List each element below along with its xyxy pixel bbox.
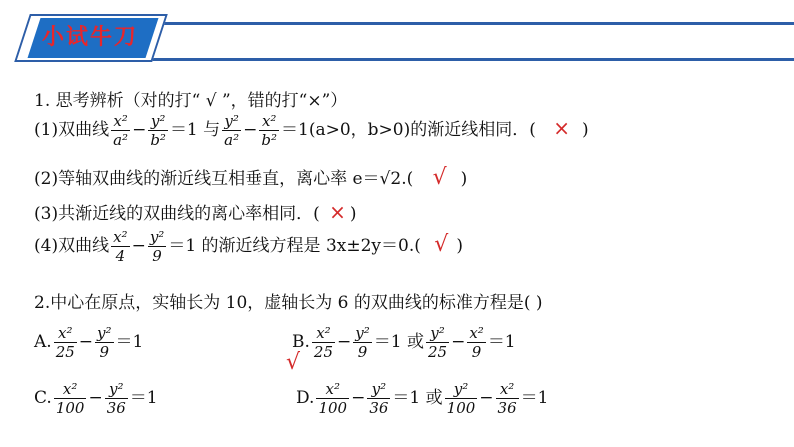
q1-item-1-prefix: (1)双曲线 [34, 120, 110, 140]
option-a: A. $\frac{\text{x²}}{25}$ − $\frac{\text{y²}}{9}$ ＝1 [34, 324, 144, 361]
option-label: C. [34, 388, 52, 408]
minus-sign: − [243, 120, 258, 140]
section-title: 小试牛刀 [42, 25, 139, 50]
header-rule-bottom [120, 58, 794, 61]
answer-mark-cross: × [553, 116, 571, 140]
close-paren: ) [460, 169, 468, 189]
fraction: $\frac{\text{y²}}{9}$ [149, 228, 165, 265]
close-paren: ) [349, 204, 357, 224]
option-mid: ＝1 或 [392, 388, 443, 408]
fraction: $\frac{\text{x²}}{25}$ [55, 324, 75, 361]
answer-mark-check: √ [286, 350, 301, 375]
fraction: $\frac{\text{y²}}{\text{b²}}$ [150, 112, 166, 149]
option-d: D. $\frac{\text{x²}}{100}$ − $\frac{\text{y²}}{36}$ ＝1 或 $\frac{\text{y²}}{100}$ − $\frac{\text{x²}}{36}$ ＝1 [296, 380, 549, 417]
option-mid: ＝1 或 [373, 332, 424, 352]
fraction: $\frac{\text{x²}}{4}$ [113, 228, 128, 265]
q1-item-3 [34, 199, 357, 224]
minus-sign: − [131, 236, 146, 256]
option-label: D. [296, 388, 315, 408]
fraction: $\frac{\text{x²}}{\text{a²}}$ [113, 112, 129, 149]
q1-item-4 [34, 228, 463, 265]
option-label: A. [34, 332, 52, 352]
q1-item-2-text: (2)等轴双曲线的渐近线互相垂直，离心率 e＝√2.( [34, 169, 414, 189]
q1-item-1-tail: ＝1(a>0，b>0)的渐近线相同．( [281, 120, 536, 140]
fraction: $\frac{\text{x²}}{\text{b²}}$ [261, 112, 278, 149]
option-label: B. [292, 332, 310, 352]
q1-item-2 [34, 164, 467, 190]
q1-item-1-eq: ＝1 与 [169, 120, 221, 140]
fraction: $\frac{\text{x²}}{9}$ [469, 324, 484, 361]
fraction: $\frac{\text{x²}}{100}$ [318, 380, 348, 417]
option-tail: ＝1 [487, 332, 516, 352]
fraction: $\frac{\text{x²}}{100}$ [55, 380, 85, 417]
answer-mark-check: √ [434, 232, 449, 257]
q1-intro: 1. 思考辨析（对的打“ √ ”，错的打“×”） [34, 91, 348, 111]
option-c: C. $\frac{\text{x²}}{100}$ − $\frac{\text{y²}}{36}$ ＝1 [34, 380, 158, 417]
fraction: $\frac{\text{x²}}{25}$ [313, 324, 333, 361]
close-paren: ) [582, 120, 589, 140]
fraction: $\frac{\text{x²}}{36}$ [497, 380, 517, 417]
q1-item-3-text: (3)共渐近线的双曲线的离心率相同．( [34, 204, 320, 224]
q1-item-4-tail: ＝1 的渐近线方程是 3x±2y＝0.( [168, 236, 421, 256]
q1-item-4-prefix: (4)双曲线 [34, 236, 110, 256]
fraction: $\frac{\text{y²}}{9}$ [97, 324, 112, 361]
fraction: $\frac{\text{y²}}{9}$ [355, 324, 370, 361]
fraction: $\frac{\text{y²}}{25}$ [427, 324, 448, 361]
answer-mark-cross: × [329, 200, 346, 224]
q1-item-1 [34, 112, 589, 149]
fraction: $\frac{\text{y²}}{36}$ [106, 380, 126, 417]
q2-stem: 2.中心在原点，实轴长为 10，虚轴长为 6 的双曲线的标准方程是( ) [34, 293, 543, 313]
close-paren: ) [456, 236, 463, 256]
fraction: $\frac{\text{y²}}{36}$ [369, 380, 389, 417]
minus-sign: − [132, 120, 147, 140]
option-tail: ＝1 [520, 388, 549, 408]
header-rule-top [120, 22, 794, 25]
option-tail: ＝1 [129, 388, 158, 408]
option-tail: ＝1 [115, 332, 144, 352]
fraction: $\frac{\text{y²}}{\text{a²}}$ [224, 112, 240, 149]
answer-mark-check: √ [432, 165, 447, 190]
fraction: $\frac{\text{y²}}{100}$ [446, 380, 476, 417]
option-b: B. $\frac{\text{x²}}{25}$ − $\frac{\text{y²}}{9}$ ＝1 或 $\frac{\text{y²}}{25}$ − $\frac{\text{x²}}{9}$ ＝1 [292, 324, 516, 361]
